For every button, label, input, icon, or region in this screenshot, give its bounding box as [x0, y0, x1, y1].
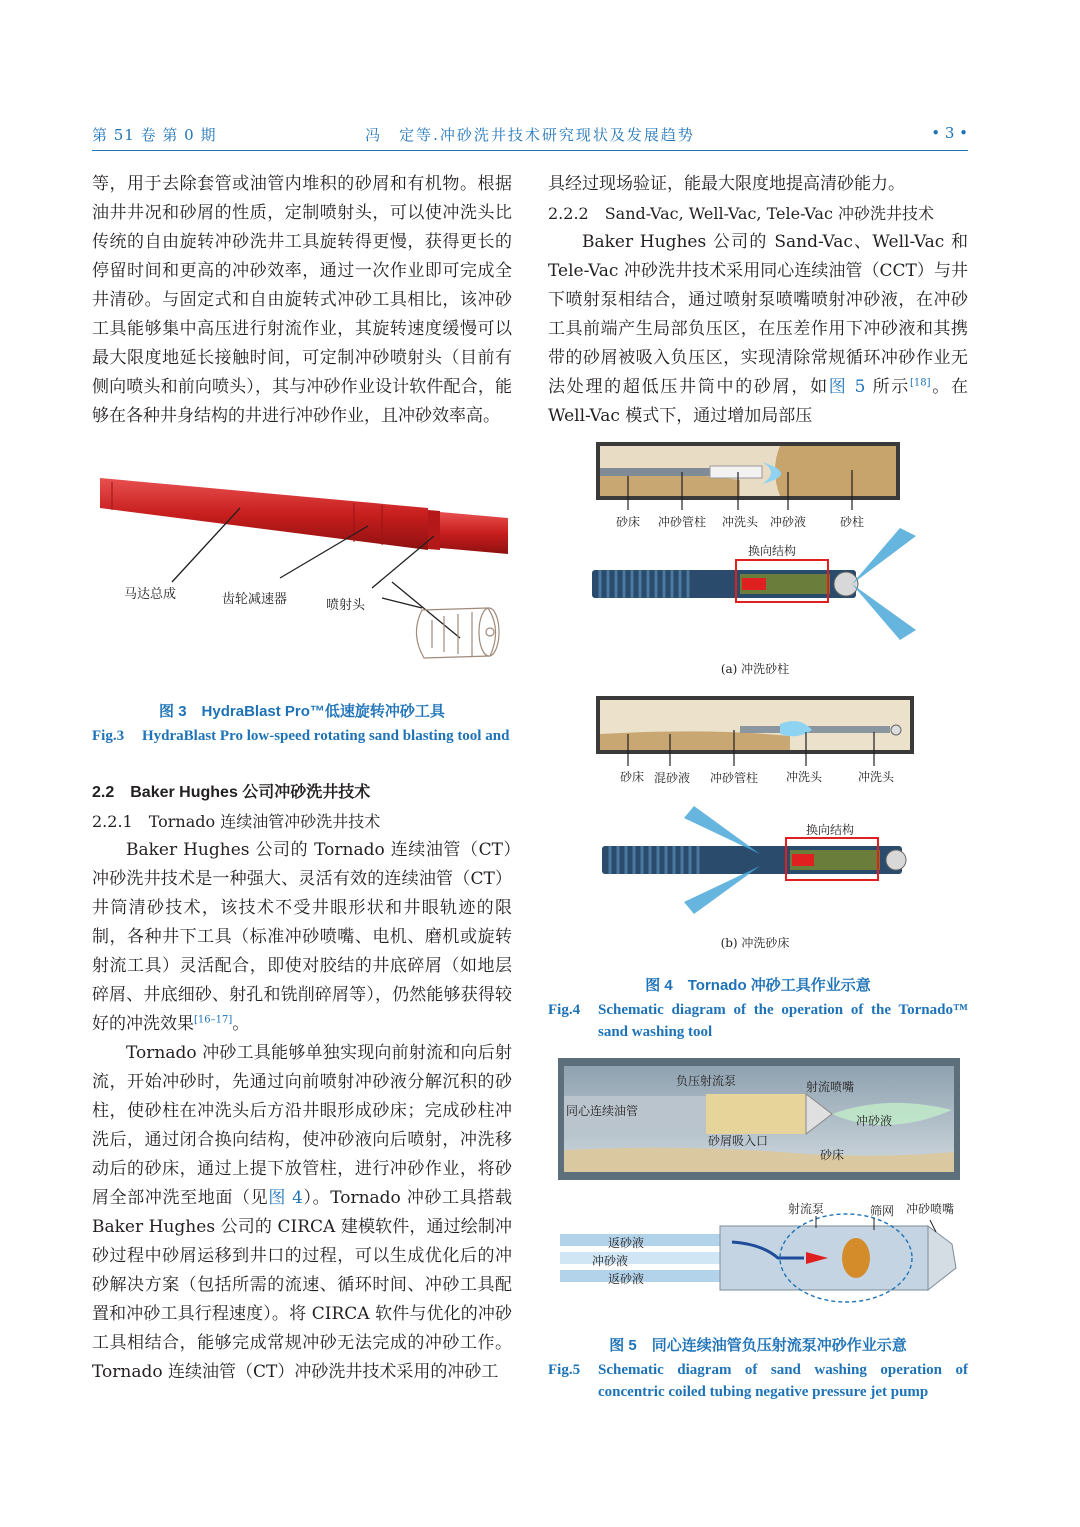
fig4b-label-mixed-fluid: 混砂液: [654, 771, 691, 785]
figure-4-caption-en: [548, 999, 968, 1043]
figure-5-caption-cn: 图 5 同心连续油管负压射流泵冲砂作业示意: [609, 1337, 907, 1354]
left-paragraph-3: [92, 1039, 512, 1387]
fig4a-label-wash-fluid: 冲砂液: [770, 515, 807, 529]
figure-4-caption: [548, 974, 968, 1043]
fig5-label-return-fluid-2: 返砂液: [608, 1272, 645, 1286]
left-paragraph-2-text: Baker Hughes 公司的 Tornado 连续油管（CT）冲砂洗井技术是一种强大、灵活有效的连续油管（CT）井筒清砂技术，该技术不受井眼形状和井眼轨迹的限制，各种井下工具（标准冲砂喷嘴、电机、磨机或旋转射流工具）灵活配合，即使对胶结的井底碎屑（如地层碎屑、井底细砂、射孔和铣削碎屑等），仍然能够获得较好的冲洗效果: [92, 840, 512, 1034]
figure-3-drawing: [92, 470, 512, 690]
section-heading-2-2: 2.2 Baker Hughes 公司冲砂洗井技术: [92, 784, 371, 801]
reference-18[interactable]: [18]: [910, 377, 931, 389]
left-column-top: [92, 170, 512, 431]
fig5-label-wash-fluid-top: 冲砂液: [856, 1114, 893, 1128]
subsection-heading-2-2-2: 2.2.2 Sand-Vac, Well-Vac, Tele-Vac 冲砂洗井技术: [548, 204, 935, 223]
figure-5: [556, 1058, 962, 1320]
label-gear-reducer: 齿轮减速器: [222, 592, 288, 607]
right-paragraph-1: 具经过现场验证，能最大限度地提高清砂能力。: [548, 174, 905, 194]
figure-5-caption-en-text: Schematic diagram of sand washing operation of concentric coiled tubing negative pressure jet pump: [598, 1362, 968, 1400]
fig4a-label-tubing: 冲砂管柱: [658, 515, 707, 529]
figure-4b: [590, 694, 920, 954]
nozzle-detail-drawing: [416, 608, 499, 658]
header-rule: [92, 150, 968, 151]
fig5-label-wash-fluid-bottom: 冲砂液: [592, 1254, 629, 1268]
reference-16-17[interactable]: [16–17]: [194, 1014, 233, 1026]
right-paragraph-2-text: Baker Hughes 公司的 Sand-Vac、Well-Vac 和 Tele-Vac 冲砂洗井技术采用同心连续油管（CCT）与井下喷射泵相结合，通过喷射泵喷嘴喷射冲砂液，在冲砂工具前端产生局部负压区，在压差作用下冲砂液和其携带的砂屑被吸入负压区，实现清除常规循环冲砂作业无法处理的超低压井筒中的砂屑，如: [548, 232, 968, 397]
gear-reducer-body: [428, 510, 440, 550]
fig4b-subcaption: (b) 冲洗砂床: [720, 936, 790, 950]
fig5-label-jet-pump: 射流泵: [788, 1202, 825, 1216]
fig5-label-concentric-tubing: 同心连续油管: [566, 1104, 639, 1118]
right-paragraph-2-end: 。在 Well-Vac 模式下，通过增加局部压: [548, 377, 969, 426]
link-figure-4[interactable]: 图 4: [268, 1188, 303, 1208]
left-paragraph-2-end: 。: [232, 1014, 250, 1034]
fig5-label-return-fluid-1: 返砂液: [608, 1236, 645, 1250]
left-paragraph-2: [92, 836, 512, 1039]
page-number: • 3 •: [931, 124, 968, 142]
fig4b-label-wash-head-1: 冲洗头: [786, 770, 823, 784]
journal-volume: 第 51 卷 第 0 期: [92, 126, 217, 144]
figure-4-caption-cn: 图 4 Tornado 冲砂工具作业示意: [645, 977, 871, 994]
figure-4-tag: Fig.4: [548, 1002, 581, 1018]
fig4a-subcaption: (a) 冲洗砂柱: [720, 662, 790, 676]
figure-5-tag: Fig.5: [548, 1362, 581, 1378]
right-paragraph-2-mid: 所示: [865, 377, 911, 397]
left-column-bottom: [92, 778, 512, 1387]
figure-4-caption-en-text: Schematic diagram of the operation of the Tornado™ sand washing tool: [598, 1002, 968, 1040]
fig4b-label-switch: 换向结构: [806, 823, 855, 837]
figure-3-caption: [92, 700, 512, 747]
fig4a-label-sand-bed: 砂床: [616, 515, 641, 529]
link-figure-5[interactable]: 图 5: [828, 377, 866, 397]
figure-4a: [590, 440, 920, 680]
fig4b-label-tubing: 冲砂管柱: [710, 771, 759, 785]
figure-5-caption: [548, 1334, 968, 1403]
figure-3-caption-cn: 图 3 HydraBlast Pro™低速旋转冲砂工具: [159, 703, 445, 720]
figure-3-caption-en: [92, 725, 512, 747]
fig4b-label-sand-bed: 砂床: [620, 770, 645, 784]
running-header: [92, 124, 968, 152]
figure-3: [92, 470, 512, 690]
fig5-label-jet-nozzle: 射流喷嘴: [806, 1080, 855, 1094]
left-paragraph-1: 等，用于去除套管或油管内堆积的砂屑和有机物。根据油井井况和砂屑的性质，定制喷射头，可以使冲洗头比传统的自由旋转冲砂洗井工具旋转得更慢，获得更长的停留时间和更高的冲砂效率，通过一次作业即可完成全井清砂。与固定式和自由旋转式冲砂工具相比，该冲砂工具能够集中高压进行射流作业，其旋转速度缓慢可以最大限度地延长接触时间，可定制冲砂喷射头（目前有侧向喷头和前向喷头），其与冲砂作业设计软件配合，能够在各种井身结构的井进行冲砂作业，且冲砂效率高。: [92, 174, 512, 426]
label-nozzle-head: 喷射头: [326, 598, 366, 613]
fig4a-label-switch: 换向结构: [748, 544, 797, 558]
left-paragraph-3-rest: ）。Tornado 冲砂工具搭载 Baker Hughes 公司的 CIRCA 建模软件，通过绘制冲砂过程中砂屑运移到井口的过程，可以生成优化后的冲砂解决方案（包括所需的流速、循环时间、冲砂工具配置和冲砂工具行程速度）。将 CIRCA 软件与优化的冲砂工具相结合，能够完成常规冲砂无法完成的冲砂工作。Tornado 连续油管（CT）冲砂洗井技术采用的冲砂工: [92, 1188, 512, 1382]
fig5-label-sand-inlet: 砂屑吸入口: [708, 1134, 769, 1148]
fig4a-label-sand-column: 砂柱: [840, 515, 865, 529]
running-title: 冯 定等.冲砂洗井技术研究现状及发展趋势: [365, 126, 695, 144]
figure-5-caption-en: [548, 1359, 968, 1403]
nozzle-body: [440, 512, 508, 554]
subsection-heading-2-2-1: 2.2.1 Tornado 连续油管冲砂洗井技术: [92, 812, 381, 831]
fig4b-label-wash-head-2: 冲洗头: [858, 770, 895, 784]
fig4a-label-wash-head: 冲洗头: [722, 515, 759, 529]
figure-3-caption-en-text: HydraBlast Pro low-speed rotating sand blasting tool and: [142, 728, 510, 744]
right-paragraph-2: [548, 228, 968, 431]
figure-4a-drawing: [590, 440, 920, 680]
figure-3-tag: Fig.3: [92, 728, 125, 744]
motor-assembly-body: [100, 478, 428, 550]
fig5-label-screen: 筛网: [870, 1204, 895, 1218]
figure-4b-drawing: [590, 694, 920, 954]
fig5-label-wash-nozzle: 冲砂喷嘴: [906, 1202, 955, 1216]
fig5-label-jet-pump-negative: 负压射流泵: [676, 1074, 737, 1088]
right-column-top: [548, 170, 968, 431]
label-motor-assembly: 马达总成: [124, 587, 177, 602]
fig5-label-sand-bed: 砂床: [820, 1148, 845, 1162]
left-paragraph-3-text: Tornado 冲砂工具能够单独实现向前射流和向后射流，开始冲砂时，先通过向前喷射冲砂液分解沉积的砂柱，使砂柱在冲洗头后方沿井眼形成砂床；完成砂柱冲洗后，通过闭合换向结构，使冲砂液向后喷射，冲洗移动后的砂床，通过上提下放管柱，进行冲砂作业，将砂屑全部冲洗至地面（见: [92, 1043, 512, 1208]
